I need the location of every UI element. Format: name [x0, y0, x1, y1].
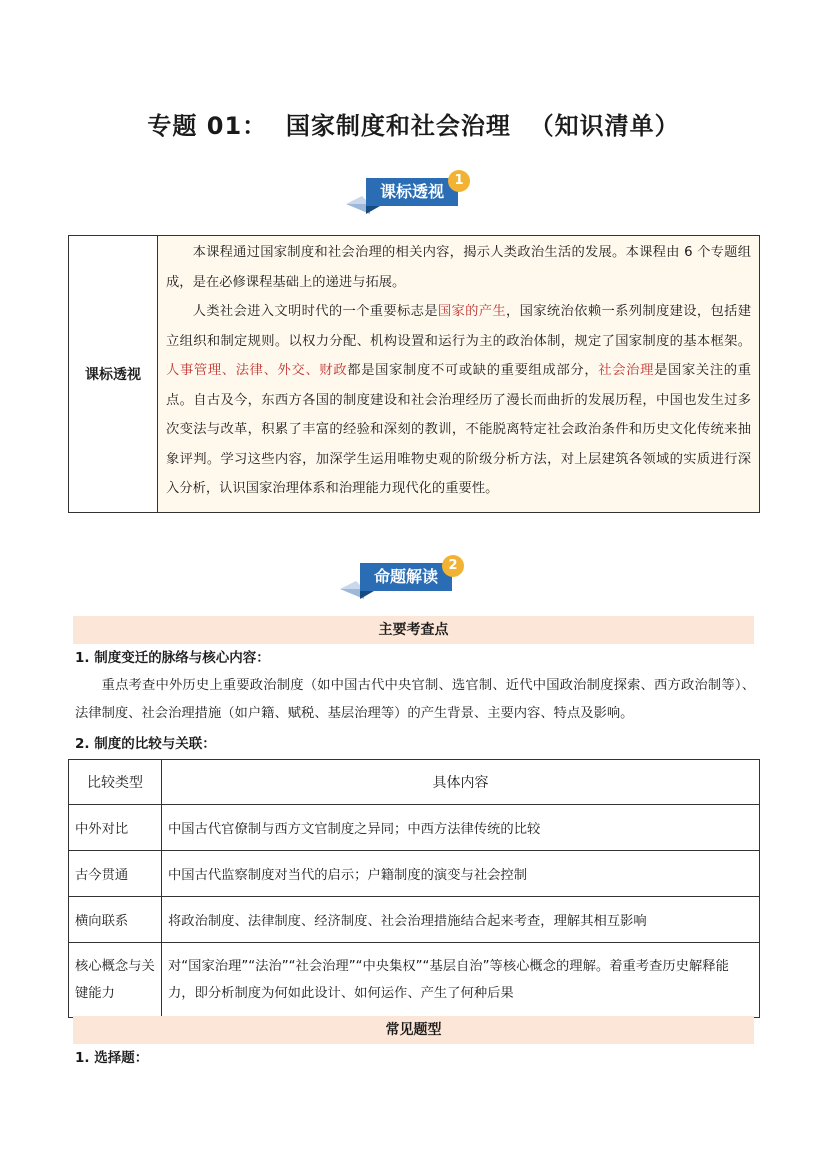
table-row: [69, 805, 760, 851]
band-question-types: 常见题型: [73, 1016, 754, 1044]
curriculum-paragraph-1: 本课程通过国家制度和社会治理的相关内容，揭示人类政治生活的发展。本课程由 6 个专题组成，是在必修课程基础上的递进与拓展。: [166, 245, 751, 290]
heading-1: 1. 制度变迁的脉络与核心内容：: [75, 650, 270, 666]
badge-number: 1: [448, 170, 470, 192]
section-badge-curriculum: [340, 170, 480, 220]
table-header: 具体内容: [162, 760, 760, 805]
badge-label: 命题解读: [373, 567, 438, 586]
highlight-text: 国家的产生: [437, 304, 507, 319]
band-main-points: 主要考查点: [73, 616, 754, 644]
table-cell-type: 核心概念与关键能力: [69, 943, 162, 1018]
table-cell-type: 横向联系: [69, 897, 162, 943]
highlight-text: 人事管理、法律、外交、财政: [166, 363, 348, 378]
curriculum-row-label: 课标透视: [69, 236, 158, 513]
table-cell-content: 对“国家治理”“法治”“社会治理”“中央集权”“基层自治”等核心概念的理解。着重考查历史解释能力，即分析制度为何如此设计、如何运作、产生了何种后果: [162, 943, 760, 1018]
heading-3: 1. 选择题：: [75, 1050, 149, 1066]
table-cell-content: 中国古代监察制度对当代的启示；户籍制度的演变与社会控制: [162, 851, 760, 897]
table-cell-type: 中外对比: [69, 805, 162, 851]
page-title: 专题 01： 国家制度和社会治理 （知识清单）: [147, 112, 680, 140]
table-header: 比较类型: [69, 760, 162, 805]
badge-number: 2: [442, 555, 464, 577]
curriculum-paragraph-2: 人类社会进入文明时代的一个重要标志是国家的产生，国家统治依赖一系列制度建设，包括建立组织和制定规则。以权力分配、机构设置和运行为主的政治体制，规定了国家制度的基本框架。人事管理、法律、外交、财政都是国家制度不可或缺的重要组成部分，社会治理是国家关注的重点。自古及今，东西方各国的制度建设和社会治理经历了漫长而曲折的发展历程，中国也发生过多次变法与改革，积累了丰富的经验和深刻的教训，不能脱离特定社会政治条件和历史文化传统来抽象评判。学习这些内容，加深学生运用唯物史观的阶级分析方法，对上层建筑各领域的实质进行深入分析，认识国家治理体系和治理能力现代化的重要性。: [166, 304, 752, 496]
section-badge-interpretation: [334, 555, 474, 605]
table-row: [69, 851, 760, 897]
table-row: [69, 943, 760, 1018]
comparison-table: [68, 759, 760, 1018]
badge-label: 课标透视: [379, 182, 444, 201]
table-row: [69, 897, 760, 943]
paragraph-main-points: 重点考查中外历史上重要政治制度（如中国古代中央官制、选官制、近代中国政治制度探索、西方政治制等）、法律制度、社会治理措施（如户籍、赋税、基层治理等）的产生背景、主要内容、特点及影响。: [75, 678, 755, 721]
curriculum-table: [68, 235, 760, 513]
table-cell-content: 中国古代官僚制与西方文官制度之异同；中西方法律传统的比较: [162, 805, 760, 851]
table-cell-type: 古今贯通: [69, 851, 162, 897]
heading-2: 2. 制度的比较与关联：: [75, 736, 216, 752]
curriculum-content: [158, 236, 760, 513]
highlight-text: 社会治理: [598, 363, 655, 378]
table-cell-content: 将政治制度、法律制度、经济制度、社会治理措施结合起来考查，理解其相互影响: [162, 897, 760, 943]
